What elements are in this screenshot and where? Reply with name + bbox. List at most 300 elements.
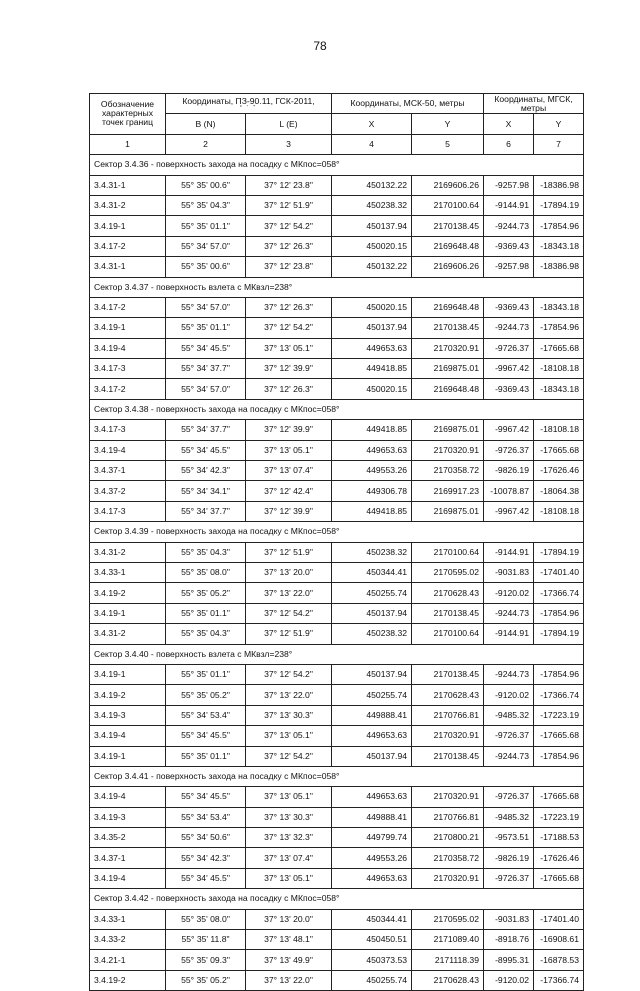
page-number: 78: [313, 39, 327, 53]
msk-y-cell: 2169648.48: [412, 236, 484, 256]
mgsk-x-cell: -9726.37: [484, 868, 534, 888]
header-y-mgsk: Y: [534, 114, 584, 134]
table-row: [90, 297, 584, 317]
mgsk-y-cell: -17366.74: [534, 970, 584, 990]
longitude-cell: 37° 12' 51.9": [246, 624, 332, 644]
sector-title: Сектор 3.4.39 - поверхность захода на посадку с МКпос=058°: [90, 522, 584, 542]
sector-header-row: [90, 399, 584, 419]
longitude-cell: 37° 13' 22.0": [246, 970, 332, 990]
point-id-cell: 3.4.21-1: [90, 950, 166, 970]
latitude-cell: 55° 34' 37.7": [166, 420, 246, 440]
mgsk-y-cell: -17223.19: [534, 807, 584, 827]
mgsk-x-cell: -9031.83: [484, 909, 534, 929]
msk-x-cell: 450137.94: [332, 664, 412, 684]
latitude-cell: 55° 35' 08.0": [166, 909, 246, 929]
msk-x-cell: 450255.74: [332, 583, 412, 603]
table-row: [90, 440, 584, 460]
latitude-cell: 55° 34' 42.3": [166, 461, 246, 481]
mgsk-y-cell: -18386.98: [534, 257, 584, 277]
point-id-cell: 3.4.19-4: [90, 868, 166, 888]
msk-y-cell: 2170800.21: [412, 828, 484, 848]
latitude-cell: 55° 35' 04.3": [166, 624, 246, 644]
longitude-cell: 37° 12' 51.9": [246, 195, 332, 215]
mgsk-x-cell: -9144.91: [484, 624, 534, 644]
msk-y-cell: 2170766.81: [412, 807, 484, 827]
header-column-numbers: [90, 134, 584, 154]
point-id-cell: 3.4.19-1: [90, 664, 166, 684]
table-row: [90, 950, 584, 970]
msk-x-cell: 450020.15: [332, 379, 412, 399]
msk-y-cell: 2170138.45: [412, 664, 484, 684]
column-number: 6: [484, 134, 534, 154]
point-id-cell: 3.4.31-1: [90, 257, 166, 277]
point-id-cell: 3.4.33-2: [90, 930, 166, 950]
longitude-cell: 37° 12' 26.3": [246, 297, 332, 317]
mgsk-y-cell: -17401.40: [534, 909, 584, 929]
mgsk-y-cell: -17665.68: [534, 338, 584, 358]
point-id-cell: 3.4.19-3: [90, 807, 166, 827]
msk-x-cell: 450238.32: [332, 195, 412, 215]
msk-x-cell: 450238.32: [332, 624, 412, 644]
table-row: [90, 970, 584, 990]
msk-y-cell: 2170628.43: [412, 685, 484, 705]
latitude-cell: 55° 34' 37.7": [166, 359, 246, 379]
mgsk-x-cell: -10078.87: [484, 481, 534, 501]
table-row: [90, 318, 584, 338]
mgsk-y-cell: -17665.68: [534, 440, 584, 460]
mgsk-x-cell: -9244.73: [484, 318, 534, 338]
table-row: [90, 726, 584, 746]
mgsk-x-cell: -8918.76: [484, 930, 534, 950]
msk-y-cell: 2170766.81: [412, 705, 484, 725]
table-row: [90, 359, 584, 379]
sector-header-row: [90, 277, 584, 297]
mgsk-x-cell: -9573.51: [484, 828, 534, 848]
mgsk-x-cell: -8995.31: [484, 950, 534, 970]
msk-x-cell: 449799.74: [332, 828, 412, 848]
latitude-cell: 55° 34' 45.5": [166, 868, 246, 888]
mgsk-x-cell: -9244.73: [484, 664, 534, 684]
mgsk-x-cell: -9369.43: [484, 297, 534, 317]
point-id-cell: 3.4.19-4: [90, 440, 166, 460]
header-l: L (E): [246, 114, 332, 134]
table-row: [90, 664, 584, 684]
mgsk-y-cell: -17894.19: [534, 624, 584, 644]
point-id-cell: 3.4.19-2: [90, 583, 166, 603]
longitude-cell: 37° 13' 07.4": [246, 461, 332, 481]
sector-title: Сектор 3.4.36 - поверхность захода на посадку с МКпос=058°: [90, 155, 584, 175]
point-id-cell: 3.4.37-1: [90, 848, 166, 868]
latitude-cell: 55° 34' 45.5": [166, 726, 246, 746]
latitude-cell: 55° 34' 34.1": [166, 481, 246, 501]
latitude-cell: 55° 35' 04.3": [166, 542, 246, 562]
latitude-cell: 55° 34' 50.6": [166, 828, 246, 848]
mgsk-y-cell: -18343.18: [534, 236, 584, 256]
latitude-cell: 55° 35' 05.2": [166, 970, 246, 990]
mgsk-y-cell: -17223.19: [534, 705, 584, 725]
latitude-cell: 55° 35' 08.0": [166, 562, 246, 582]
sector-title: Сектор 3.4.41 - поверхность захода на посадку с МКпос=058°: [90, 766, 584, 786]
point-id-cell: 3.4.17-2: [90, 236, 166, 256]
msk-y-cell: 2169875.01: [412, 420, 484, 440]
mgsk-y-cell: -18343.18: [534, 379, 584, 399]
mgsk-x-cell: -9244.73: [484, 603, 534, 623]
table-row: [90, 481, 584, 501]
mgsk-x-cell: -9120.02: [484, 970, 534, 990]
longitude-cell: 37° 13' 07.4": [246, 848, 332, 868]
coordinates-table-body: [90, 94, 584, 991]
mgsk-y-cell: -18108.18: [534, 501, 584, 521]
point-id-cell: 3.4.17-3: [90, 501, 166, 521]
latitude-cell: 55° 35' 01.1": [166, 216, 246, 236]
longitude-cell: 37° 13' 32.3": [246, 828, 332, 848]
sector-title: Сектор 3.4.42 - поверхность захода на посадку с МКпос=058°: [90, 889, 584, 909]
sector-title: Сектор 3.4.38 - поверхность захода на посадку с МКпос=058°: [90, 399, 584, 419]
mgsk-y-cell: -18108.18: [534, 420, 584, 440]
sector-header-row: [90, 889, 584, 909]
mgsk-y-cell: -17854.96: [534, 746, 584, 766]
point-id-cell: 3.4.31-1: [90, 175, 166, 195]
longitude-cell: 37° 13' 22.0": [246, 583, 332, 603]
longitude-cell: 37° 13' 05.1": [246, 787, 332, 807]
latitude-cell: 55° 34' 57.0": [166, 297, 246, 317]
table-row: [90, 868, 584, 888]
latitude-cell: 55° 34' 53.4": [166, 807, 246, 827]
mgsk-y-cell: -17366.74: [534, 583, 584, 603]
point-id-cell: 3.4.19-4: [90, 338, 166, 358]
latitude-cell: 55° 34' 45.5": [166, 440, 246, 460]
mgsk-y-cell: -18343.18: [534, 297, 584, 317]
sector-title: Сектор 3.4.37 - поверхность взлета с МКвзл=238°: [90, 277, 584, 297]
msk-y-cell: 2170358.72: [412, 461, 484, 481]
mgsk-x-cell: -9726.37: [484, 726, 534, 746]
longitude-cell: 37° 13' 30.3": [246, 807, 332, 827]
msk-y-cell: 2170595.02: [412, 562, 484, 582]
mgsk-x-cell: -9826.19: [484, 848, 534, 868]
msk-x-cell: 450132.22: [332, 175, 412, 195]
table-row: [90, 828, 584, 848]
msk-x-cell: 450137.94: [332, 746, 412, 766]
longitude-cell: 37° 13' 48.1": [246, 930, 332, 950]
msk-x-cell: 449553.26: [332, 848, 412, 868]
latitude-cell: 55° 34' 37.7": [166, 501, 246, 521]
point-id-cell: 3.4.17-3: [90, 359, 166, 379]
header-y: Y: [412, 114, 484, 134]
latitude-cell: 55° 34' 45.5": [166, 787, 246, 807]
longitude-cell: 37° 13' 05.1": [246, 338, 332, 358]
mgsk-x-cell: -9967.42: [484, 420, 534, 440]
coordinates-table: [89, 93, 584, 991]
header-x-mgsk: X: [484, 114, 534, 134]
mgsk-x-cell: -9144.91: [484, 195, 534, 215]
msk-x-cell: 449418.85: [332, 501, 412, 521]
msk-x-cell: 450137.94: [332, 318, 412, 338]
longitude-cell: 37° 12' 54.2": [246, 216, 332, 236]
msk-y-cell: 2170100.64: [412, 624, 484, 644]
longitude-cell: 37° 12' 54.2": [246, 664, 332, 684]
table-row: [90, 562, 584, 582]
longitude-cell: 37° 12' 26.3": [246, 379, 332, 399]
column-number: 4: [332, 134, 412, 154]
msk-x-cell: 449653.63: [332, 338, 412, 358]
point-id-cell: 3.4.17-3: [90, 420, 166, 440]
mgsk-x-cell: -9120.02: [484, 583, 534, 603]
mgsk-y-cell: -16908.61: [534, 930, 584, 950]
msk-x-cell: 449653.63: [332, 440, 412, 460]
mgsk-x-cell: -9369.43: [484, 236, 534, 256]
msk-x-cell: 449418.85: [332, 420, 412, 440]
mgsk-y-cell: -17894.19: [534, 542, 584, 562]
latitude-cell: 55° 35' 01.1": [166, 664, 246, 684]
point-id-cell: 3.4.19-3: [90, 705, 166, 725]
longitude-cell: 37° 12' 42.4": [246, 481, 332, 501]
msk-y-cell: 2169606.26: [412, 257, 484, 277]
msk-y-cell: 2169648.48: [412, 297, 484, 317]
latitude-cell: 55° 34' 42.3": [166, 848, 246, 868]
longitude-cell: 37° 12' 54.2": [246, 746, 332, 766]
point-id-cell: 3.4.17-2: [90, 379, 166, 399]
table-row: [90, 542, 584, 562]
mgsk-x-cell: -9120.02: [484, 685, 534, 705]
point-id-cell: 3.4.37-2: [90, 481, 166, 501]
longitude-cell: 37° 12' 39.9": [246, 359, 332, 379]
msk-y-cell: 2170628.43: [412, 583, 484, 603]
table-row: [90, 685, 584, 705]
longitude-cell: 37° 12' 39.9": [246, 420, 332, 440]
mgsk-x-cell: -9967.42: [484, 359, 534, 379]
table-row: [90, 807, 584, 827]
header-mgsk-coords: Координаты, МГСК, метры: [484, 94, 584, 114]
table-row: [90, 583, 584, 603]
mgsk-x-cell: -9144.91: [484, 542, 534, 562]
mgsk-y-cell: -17188.53: [534, 828, 584, 848]
mgsk-y-cell: -17854.96: [534, 216, 584, 236]
msk-x-cell: 449653.63: [332, 726, 412, 746]
latitude-cell: 55° 35' 00.6": [166, 257, 246, 277]
msk-x-cell: 450238.32: [332, 542, 412, 562]
msk-x-cell: 450344.41: [332, 562, 412, 582]
msk-x-cell: 450255.74: [332, 685, 412, 705]
header-point-label: Обозначение характерных точек границ: [90, 94, 166, 135]
sector-header-row: [90, 522, 584, 542]
mgsk-x-cell: -9031.83: [484, 562, 534, 582]
point-id-cell: 3.4.19-4: [90, 787, 166, 807]
latitude-cell: 55° 34' 45.5": [166, 338, 246, 358]
sector-header-row: [90, 644, 584, 664]
latitude-cell: 55° 35' 00.6": [166, 175, 246, 195]
msk-x-cell: 450020.15: [332, 236, 412, 256]
table-row: [90, 930, 584, 950]
msk-x-cell: 450137.94: [332, 603, 412, 623]
point-id-cell: 3.4.33-1: [90, 909, 166, 929]
mgsk-y-cell: -18108.18: [534, 359, 584, 379]
table-row: [90, 624, 584, 644]
longitude-cell: 37° 13' 49.9": [246, 950, 332, 970]
msk-x-cell: 449653.63: [332, 868, 412, 888]
msk-y-cell: 2170320.91: [412, 440, 484, 460]
point-id-cell: 3.4.19-4: [90, 726, 166, 746]
latitude-cell: 55° 35' 01.1": [166, 746, 246, 766]
msk-y-cell: 2170100.64: [412, 542, 484, 562]
msk-y-cell: 2170320.91: [412, 868, 484, 888]
table-row: [90, 420, 584, 440]
msk-y-cell: 2170100.64: [412, 195, 484, 215]
column-number: 5: [412, 134, 484, 154]
latitude-cell: 55° 34' 57.0": [166, 379, 246, 399]
mgsk-y-cell: -17894.19: [534, 195, 584, 215]
point-id-cell: 3.4.19-2: [90, 685, 166, 705]
latitude-cell: 55° 35' 11.8": [166, 930, 246, 950]
latitude-cell: 55° 35' 05.2": [166, 583, 246, 603]
point-id-cell: 3.4.19-1: [90, 216, 166, 236]
table-row: [90, 338, 584, 358]
column-number: 1: [90, 134, 166, 154]
mgsk-y-cell: -17665.68: [534, 726, 584, 746]
table-row: [90, 257, 584, 277]
table-row: [90, 175, 584, 195]
longitude-cell: 37° 12' 23.8": [246, 175, 332, 195]
msk-y-cell: 2169606.26: [412, 175, 484, 195]
mgsk-x-cell: -9257.98: [484, 175, 534, 195]
table-row: [90, 787, 584, 807]
mgsk-x-cell: -9244.73: [484, 216, 534, 236]
msk-x-cell: 449888.41: [332, 705, 412, 725]
msk-x-cell: 450020.15: [332, 297, 412, 317]
msk-x-cell: 450344.41: [332, 909, 412, 929]
header-pz-units: ° ' ": [239, 104, 258, 111]
msk-y-cell: 2170138.45: [412, 603, 484, 623]
mgsk-y-cell: -17626.46: [534, 461, 584, 481]
latitude-cell: 55° 35' 01.1": [166, 318, 246, 338]
mgsk-x-cell: -9485.32: [484, 705, 534, 725]
longitude-cell: 37° 12' 23.8": [246, 257, 332, 277]
mgsk-x-cell: -9967.42: [484, 501, 534, 521]
table-row: [90, 603, 584, 623]
point-id-cell: 3.4.19-1: [90, 746, 166, 766]
longitude-cell: 37° 13' 20.0": [246, 562, 332, 582]
mgsk-y-cell: -17665.68: [534, 787, 584, 807]
header-pz-label: Координаты, ПЗ-90.11, ГСК-2011,: [182, 95, 315, 106]
mgsk-x-cell: -9369.43: [484, 379, 534, 399]
longitude-cell: 37° 13' 05.1": [246, 726, 332, 746]
mgsk-y-cell: -17854.96: [534, 318, 584, 338]
mgsk-y-cell: -17665.68: [534, 868, 584, 888]
point-id-cell: 3.4.31-2: [90, 624, 166, 644]
longitude-cell: 37° 12' 54.2": [246, 603, 332, 623]
msk-y-cell: 2171089.40: [412, 930, 484, 950]
table-row: [90, 216, 584, 236]
msk-x-cell: 449888.41: [332, 807, 412, 827]
mgsk-x-cell: -9726.37: [484, 440, 534, 460]
mgsk-y-cell: -18064.38: [534, 481, 584, 501]
latitude-cell: 55° 35' 05.2": [166, 685, 246, 705]
point-id-cell: 3.4.19-1: [90, 603, 166, 623]
point-id-cell: 3.4.19-1: [90, 318, 166, 338]
latitude-cell: 55° 35' 01.1": [166, 603, 246, 623]
sector-header-row: [90, 766, 584, 786]
msk-y-cell: 2170320.91: [412, 726, 484, 746]
mgsk-x-cell: -9826.19: [484, 461, 534, 481]
mgsk-y-cell: -17854.96: [534, 664, 584, 684]
mgsk-x-cell: -9726.37: [484, 338, 534, 358]
point-id-cell: 3.4.33-1: [90, 562, 166, 582]
msk-x-cell: 449653.63: [332, 787, 412, 807]
point-id-cell: 3.4.31-2: [90, 195, 166, 215]
msk-y-cell: 2169875.01: [412, 501, 484, 521]
msk-y-cell: 2170138.45: [412, 318, 484, 338]
header-msk-coords: Координаты, МСК-50, метры: [332, 94, 484, 114]
msk-y-cell: 2170628.43: [412, 970, 484, 990]
longitude-cell: 37° 12' 51.9": [246, 542, 332, 562]
point-id-cell: 3.4.35-2: [90, 828, 166, 848]
mgsk-y-cell: -18386.98: [534, 175, 584, 195]
longitude-cell: 37° 12' 39.9": [246, 501, 332, 521]
longitude-cell: 37° 13' 05.1": [246, 440, 332, 460]
longitude-cell: 37° 13' 05.1": [246, 868, 332, 888]
sector-title: Сектор 3.4.40 - поверхность взлета с МКвзл=238°: [90, 644, 584, 664]
column-number: 7: [534, 134, 584, 154]
msk-y-cell: 2170138.45: [412, 746, 484, 766]
mgsk-y-cell: -17854.96: [534, 603, 584, 623]
sector-header-row: [90, 155, 584, 175]
mgsk-x-cell: -9485.32: [484, 807, 534, 827]
mgsk-y-cell: -17626.46: [534, 848, 584, 868]
table-row: [90, 746, 584, 766]
point-id-cell: 3.4.31-2: [90, 542, 166, 562]
msk-x-cell: 449418.85: [332, 359, 412, 379]
latitude-cell: 55° 34' 57.0": [166, 236, 246, 256]
mgsk-x-cell: -9257.98: [484, 257, 534, 277]
longitude-cell: 37° 13' 22.0": [246, 685, 332, 705]
msk-x-cell: 450132.22: [332, 257, 412, 277]
msk-y-cell: 2170320.91: [412, 787, 484, 807]
mgsk-x-cell: -9244.73: [484, 746, 534, 766]
msk-y-cell: 2170138.45: [412, 216, 484, 236]
header-b: B (N): [166, 114, 246, 134]
msk-y-cell: 2169875.01: [412, 359, 484, 379]
table-row: [90, 379, 584, 399]
msk-x-cell: 450450.51: [332, 930, 412, 950]
table-row: [90, 705, 584, 725]
msk-x-cell: 450255.74: [332, 970, 412, 990]
msk-x-cell: 450373.53: [332, 950, 412, 970]
latitude-cell: 55° 35' 09.3": [166, 950, 246, 970]
table-row: [90, 461, 584, 481]
msk-x-cell: 450137.94: [332, 216, 412, 236]
header-pz-coords: [166, 94, 332, 114]
mgsk-y-cell: -16878.53: [534, 950, 584, 970]
msk-y-cell: 2169917.23: [412, 481, 484, 501]
mgsk-y-cell: -17366.74: [534, 685, 584, 705]
column-number: 3: [246, 134, 332, 154]
column-number: 2: [166, 134, 246, 154]
msk-y-cell: 2171118.39: [412, 950, 484, 970]
table-row: [90, 909, 584, 929]
header-row-1: [90, 94, 584, 114]
msk-x-cell: 449306.78: [332, 481, 412, 501]
table-row: [90, 195, 584, 215]
msk-x-cell: 449553.26: [332, 461, 412, 481]
msk-y-cell: 2170358.72: [412, 848, 484, 868]
msk-y-cell: 2170595.02: [412, 909, 484, 929]
table-row: [90, 236, 584, 256]
latitude-cell: 55° 35' 04.3": [166, 195, 246, 215]
msk-y-cell: 2170320.91: [412, 338, 484, 358]
longitude-cell: 37° 12' 26.3": [246, 236, 332, 256]
header-x: X: [332, 114, 412, 134]
point-id-cell: 3.4.19-2: [90, 970, 166, 990]
table-row: [90, 501, 584, 521]
